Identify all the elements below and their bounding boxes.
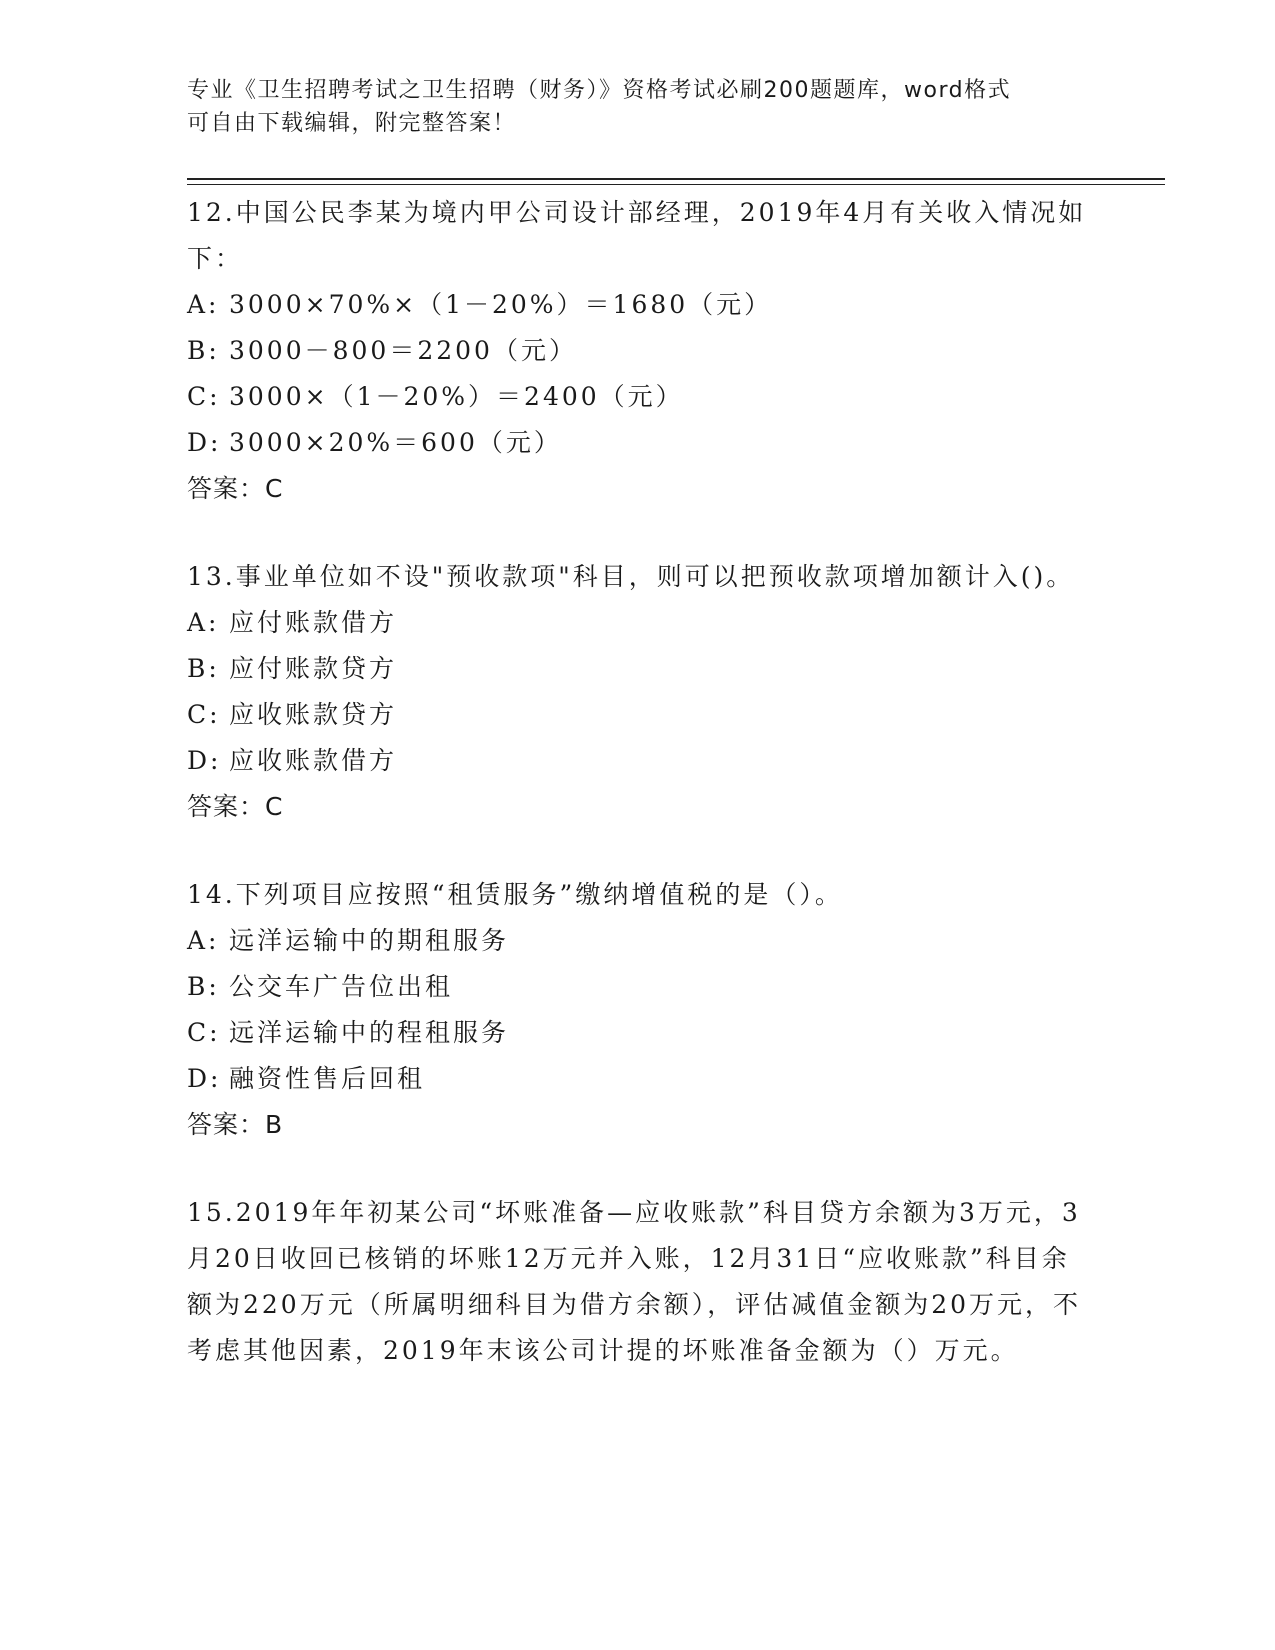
answer-line: 答案：C: [187, 474, 284, 503]
option-d: [187, 738, 1087, 784]
question-14: [187, 872, 1087, 1148]
option-text: 公交车广告位出租: [229, 972, 454, 1001]
question-text: 12.中国公民李某为境内甲公司设计部经理，2019年4月有关收入情况如下：: [187, 198, 1087, 273]
option-text: 远洋运输中的期租服务: [229, 926, 510, 955]
question-15: [187, 1190, 1087, 1374]
option-b: [187, 646, 1087, 692]
option-a: [187, 282, 1087, 328]
answer-line: 答案：B: [187, 1110, 284, 1139]
question-list: [187, 190, 1087, 1416]
option-text: 融资性售后回租: [229, 1064, 426, 1093]
option-key: A:: [187, 926, 220, 955]
option-key: C:: [187, 700, 221, 729]
option-text: 应收账款贷方: [229, 700, 398, 729]
option-a: [187, 918, 1087, 964]
option-key: D:: [187, 1064, 222, 1093]
option-key: B:: [187, 336, 220, 365]
answer-line: 答案：C: [187, 792, 284, 821]
option-text: 3000－800＝2200（元）: [229, 336, 577, 365]
option-a: [187, 600, 1087, 646]
option-text: 远洋运输中的程租服务: [229, 1018, 510, 1047]
document-header: [187, 74, 1077, 140]
option-text: 应付账款贷方: [229, 654, 398, 683]
option-text: 3000×（1－20%）＝2400（元）: [229, 382, 684, 411]
header-line-1: 专业《卫生招聘考试之卫生招聘（财务）》资格考试必刷200题题库，word格式: [187, 78, 1012, 103]
option-text: 3000×20%＝600（元）: [229, 428, 562, 457]
option-key: B:: [187, 654, 220, 683]
header-divider-thick: [187, 178, 1165, 180]
option-c: [187, 1010, 1087, 1056]
option-c: [187, 692, 1087, 738]
option-text: 应收账款借方: [229, 746, 398, 775]
question-text: 14.下列项目应按照“租赁服务”缴纳增值税的是（）。: [187, 880, 843, 909]
question-13: [187, 554, 1087, 830]
option-c: [187, 374, 1087, 420]
option-key: A:: [187, 608, 220, 637]
question-text: 13.事业单位如不设"预收款项"科目，则可以把预收款项增加额计入()。: [187, 562, 1075, 591]
option-b: [187, 328, 1087, 374]
option-key: A:: [187, 290, 220, 319]
option-b: [187, 964, 1087, 1010]
option-key: D:: [187, 428, 222, 457]
option-key: D:: [187, 746, 222, 775]
question-12: [187, 190, 1087, 512]
option-text: 应付账款借方: [229, 608, 398, 637]
option-key: C:: [187, 382, 221, 411]
option-d: [187, 1056, 1087, 1102]
question-text: 15.2019年年初某公司“坏账准备—应收账款”科目贷方余额为3万元，3月20日收回已核销的坏账12万元并入账，12月31日“应收账款”科目余额为220万元（所属明细科目为借方余额），评估减值金额为20万元，不考虑其他因素，2019年末该公司计提的坏账准备金额为（）万元。: [187, 1198, 1082, 1365]
header-line-2: 可自由下载编辑，附完整答案！: [187, 111, 517, 136]
option-d: [187, 420, 1087, 466]
option-key: B:: [187, 972, 220, 1001]
option-text: 3000×70%×（1－20%）＝1680（元）: [229, 290, 773, 319]
header-divider-thin: [187, 184, 1165, 185]
option-key: C:: [187, 1018, 221, 1047]
